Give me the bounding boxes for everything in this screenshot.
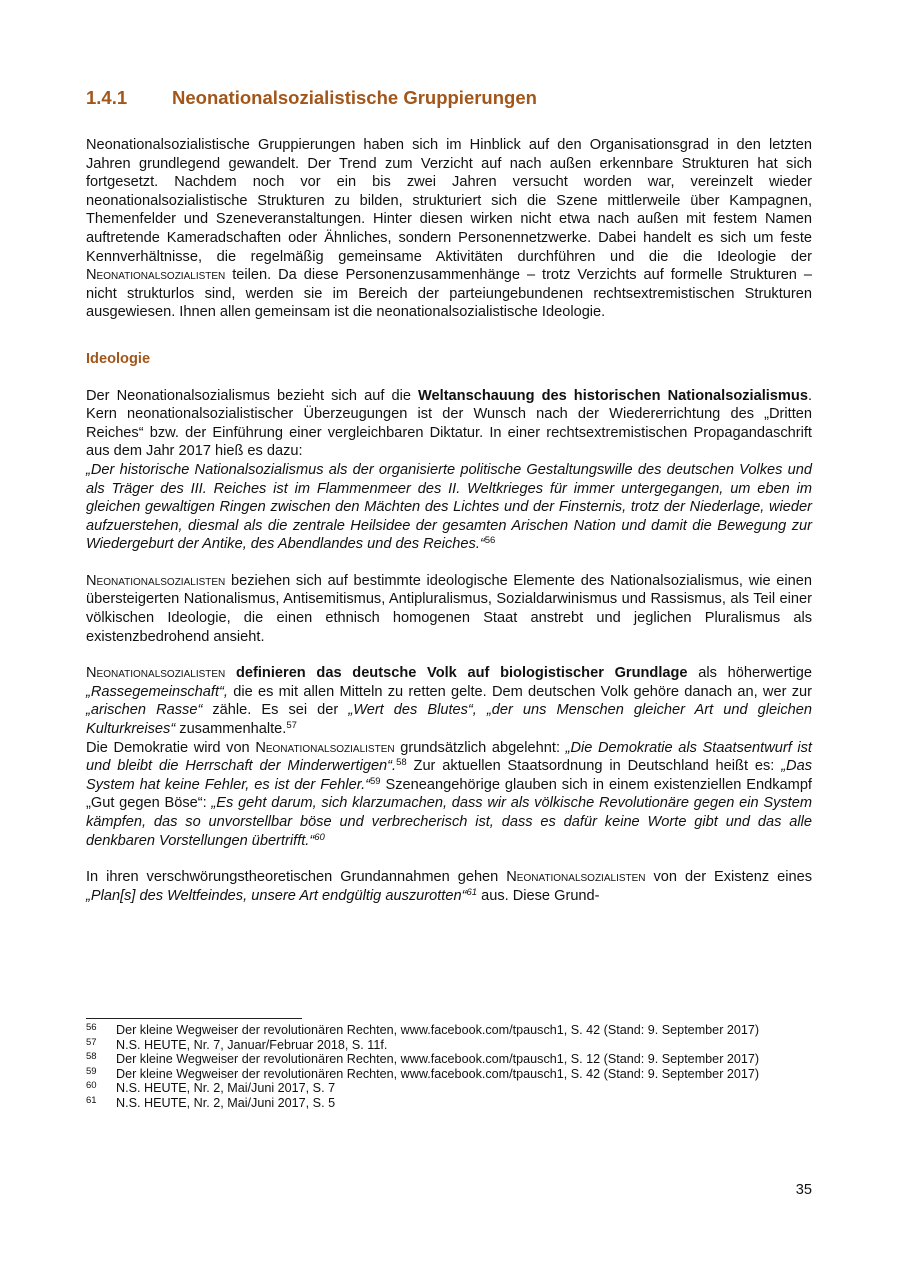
- footnote-text: Der kleine Wegweiser der revolutionären Rechten, www.facebook.com/tpausch1, S. 12 (Stand: 9. September 2017): [116, 1052, 760, 1067]
- footnote-rule: [86, 1018, 302, 1019]
- footnote-ref-56[interactable]: 56: [484, 535, 496, 547]
- section-heading: [86, 84, 812, 112]
- intro-smallcaps-term: Neonationalsozialisten: [86, 267, 226, 284]
- footnote-ref-60[interactable]: 60: [314, 831, 325, 843]
- p5-italic-1: „Plan[s] des Weltfeindes, unsere Art endgültig auszurotten“: [86, 887, 467, 904]
- p1-text-b: . Kern neonationalsozialistischer Überzeugungen ist der Wunsch nach der Wiedererrichtung des „Dritten Reiches“ bzw. der Einführung einer vergleichbaren Diktatur. In einer rechtsextremistischen Propagandaschrift aus dem Jahr 2017 hieß es dazu:: [86, 387, 812, 460]
- intro-text-b: teilen. Da diese Personenzusammenhänge – trotz Verzichts auf formelle Strukturen – nicht strukturlos sind, werden sie im Bereich der parteiungebundenen rechtsextremistischen Strukturen ausgewiesen. Ihnen allen gemeinsam ist die neonationalsozialistische Ideologie.: [86, 267, 812, 321]
- p1-quote: „Der historische Nationalsozialismus als der organisierte politische Gestaltungswille des deutschen Volkes und als Träger des III. Reiches ist im Flammenmeer des II. Weltkrieges für immer untergegangen, um eben im gleichen gewaltigen Ringen zwischen den Mächten des Lichtes und der Finsternis, trotz der Niederlage, wieder aufzuerstehen, diesmal als die zentrale Heilsidee der gesamten Arischen Nation und damit die Bewegung zur Wiedergeburt der Antike, des Abendlandes und des Reiches.“: [86, 461, 812, 553]
- footnote-item: [86, 1081, 812, 1096]
- footnote-number: 57: [86, 1036, 97, 1048]
- page-number: 35: [795, 1182, 812, 1198]
- footnote-item: [86, 1038, 812, 1053]
- footnote-number: 59: [86, 1065, 97, 1077]
- footnote-item: [86, 1067, 812, 1082]
- intro-paragraph: [86, 136, 812, 322]
- section-title: Neonationalsozialistische Gruppierungen: [172, 87, 537, 108]
- p2-smallcaps-term: Neonationalsozialisten: [86, 572, 226, 589]
- footnote-number: 61: [86, 1094, 97, 1106]
- p5-text-a: In ihren verschwörungstheoretischen Grundannahmen gehen: [86, 869, 507, 886]
- intro-text-a: Neonationalsozialistische Gruppierungen haben sich im Hinblick auf den Organisationsgrad in den letzten Jahren grundlegend gewandelt. Der Trend zum Verzicht auf nach außen erkennbare Strukturen hat sich fortgesetzt. Nachdem noch vor ein bis zwei Jahren versucht worden war, vereinzelt wieder neonationalsozialistische Strukturen zu bilden, strukturiert sich die Szene mittlerweile über Kampagnen, Themenfelder und Szeneveranstaltungen. Hinter diesen wirken nicht etwa nach außen mit festem Namen auftretende Kameradschaften oder Ähnliches, sondern Personennetzwerke. Dabei handelt es sich um feste Kennverhältnisse, die regelmäßig gemeinsame Aktivitäten durchführen und die die Ideologie der: [86, 137, 812, 265]
- p1-bold: Weltanschauung des historischen Nationalsozialismus: [418, 387, 808, 404]
- section-number: 1.4.1: [86, 87, 128, 108]
- p3-italic-1: „Rassegemeinschaft“,: [86, 683, 228, 700]
- p4-text-b: grundsätzlich abgelehnt:: [394, 739, 566, 756]
- p3-smallcaps-term: Neonationalsozialisten: [86, 665, 226, 682]
- footnote-ref-58[interactable]: 58: [396, 757, 407, 769]
- p1-text-a: Der Neonationalsozialismus bezieht sich auf die: [86, 387, 419, 404]
- footnote-ref-57[interactable]: 57: [286, 720, 297, 732]
- p3-text-a: als höherwertige: [687, 665, 812, 682]
- ideologie-paragraph-5: [86, 868, 812, 905]
- footnote-number: 58: [86, 1051, 97, 1063]
- p4-italic-3: „Es geht darum, sich klarzumachen, dass wir als völkische Revolutionäre gegen ein System kämpfen, das so unvorstellbar böse und verbrecherisch ist, dass es dafür keine Worte gibt und das alle denkbaren Vorstellungen übertrifft.“: [86, 795, 812, 849]
- p5-text-b: von der Existenz eines: [645, 869, 812, 886]
- p4-text-c: Zur aktuellen Staatsordnung in Deutschland heißt es:: [406, 758, 782, 775]
- p4-smallcaps-term: Neonationalsozialisten: [255, 739, 395, 756]
- ideologie-paragraph-3: [86, 664, 812, 738]
- ideologie-paragraph-4: [86, 739, 812, 851]
- ideologie-paragraph-1: [86, 387, 812, 554]
- page-body: [86, 84, 812, 905]
- footnote-text: N.S. HEUTE, Nr. 7, Januar/Februar 2018, S. 11f.: [116, 1037, 388, 1052]
- p4-italic-2: „Das System hat keine Fehler, es ist der Fehler.“: [86, 758, 812, 793]
- p5-smallcaps-term: Neonationalsozialisten: [506, 869, 646, 886]
- footnote-ref-59[interactable]: 59: [369, 775, 381, 787]
- footnote-number: 60: [86, 1080, 97, 1092]
- ideologie-paragraph-2: [86, 572, 812, 646]
- p3-text-b: die es mit allen Mitteln zu retten gelte. Dem deutschen Volk gehöre danach an, wer zur: [227, 683, 812, 700]
- footnote-item: [86, 1096, 812, 1111]
- p2-text: beziehen sich auf bestimmte ideologische Elemente des Nationalsozialismus, wie einen übersteigerten Nationalismus, Antisemitismus, Antipluralismus, Sozialdarwinismus und Rassismus, als Teil einer völkischen Ideologie, die einen ethnisch homogenen Staat anstrebt und jeglichen Pluralismus als existenzbedrohend ansieht.: [86, 572, 812, 645]
- footnote-text: N.S. HEUTE, Nr. 2, Mai/Juni 2017, S. 5: [116, 1095, 336, 1110]
- p3-italic-3: „Wert des Blutes“, „der uns Menschen gleicher Art und gleichen Kulturkreises“: [86, 702, 812, 738]
- p4-text-a: Die Demokratie wird von: [86, 739, 256, 756]
- p5-text-c: aus. Diese Grund-: [477, 887, 600, 904]
- p3-italic-2: „arischen Rasse“: [86, 702, 203, 719]
- p4-text-d: Szeneangehörige glauben sich in einem existenziellen Endkampf „Gut gegen Böse“:: [86, 776, 812, 812]
- footnotes: [86, 1018, 812, 1111]
- footnote-text: N.S. HEUTE, Nr. 2, Mai/Juni 2017, S. 7: [116, 1081, 336, 1096]
- subheading-ideologie: Ideologie: [86, 350, 151, 367]
- p4-italic-1: „Die Demokratie als Staatsentwurf ist und bleibt die Herrschaft der Minderwertigen“.: [86, 739, 812, 775]
- footnote-item: [86, 1052, 812, 1067]
- p3-text-d: zusammenhalte.: [175, 721, 287, 738]
- p3-bold: definieren das deutsche Volk auf biologistischer Grundlage: [225, 665, 688, 682]
- footnote-number: 56: [86, 1022, 97, 1033]
- footnote-item: [86, 1023, 812, 1038]
- p3-text-c: zähle. Es sei der: [202, 702, 349, 719]
- footnote-ref-61[interactable]: 61: [466, 886, 478, 898]
- footnote-text: Der kleine Wegweiser der revolutionären Rechten, www.facebook.com/tpausch1, S. 42 (Stand: 9. September 2017): [116, 1066, 760, 1081]
- footnote-text: Der kleine Wegweiser der revolutionären Rechten, www.facebook.com/tpausch1, S. 42 (Stand: 9. September 2017): [116, 1023, 760, 1037]
